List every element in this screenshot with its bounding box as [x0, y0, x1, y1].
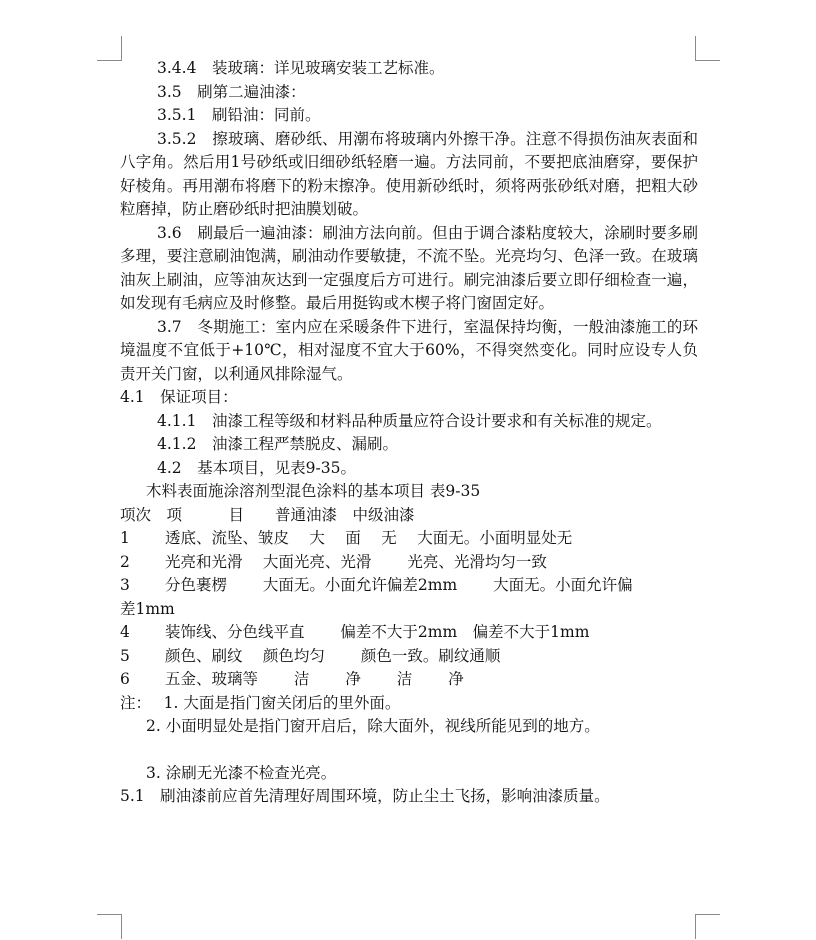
crop-mark-bottom-right	[695, 914, 720, 939]
row-text: 透底、流坠、皱皮 大 面 无 大面无。小面明显处无	[165, 529, 573, 547]
crop-mark-top-right	[695, 36, 720, 61]
row-number: 5	[120, 646, 130, 665]
row-text: 颜色、刷纹 颜色均匀 颜色一致。刷纹通顺	[165, 646, 501, 665]
row-text: 光亮和光滑 大面光亮、光滑 光亮、光滑均匀一致	[165, 552, 547, 571]
row-text: 装饰线、分色线平直 偏差不大于2mm 偏差不大于1mm	[165, 623, 590, 641]
paragraph-4-2: 4.2 基本项目，见表9-35。	[157, 458, 356, 477]
paragraph-3-5-2: 3.5.2 擦玻璃、磨砂纸、用潮布将玻璃内外擦干净。注意不得损伤油灰表面和八字角。然后用1号砂纸或旧细砂纸轻磨一遍。方法同前，不要把底油磨穿，要保护好棱角。再用潮布将磨下的粉末擦净。使用新砂纸时，须将两张砂纸对磨，把粗大砂粒磨掉，防止磨砂纸时把油膜划破。	[120, 129, 698, 218]
row-text: 差1mm	[120, 599, 175, 618]
table-caption: 木料表面施涂溶剂型混色涂料的基本项目 表9-35	[146, 482, 481, 500]
crop-mark-top-left	[97, 36, 122, 61]
table-row	[120, 668, 698, 692]
paragraph-3-5: 3.5 刷第二遍油漆：	[157, 82, 306, 101]
note-1: 注： 1. 大面是指门窗关闭后的里外面。	[120, 693, 401, 712]
paragraph-4-1: 4.1 保证项目：	[120, 388, 238, 406]
table-row	[120, 645, 698, 669]
note-2: 2. 小面明显处是指门窗开启后，除大面外，视线所能见到的地方。	[146, 717, 600, 735]
row-number: 1	[120, 529, 130, 547]
row-text: 分色裹楞 大面无。小面允许偏差2mm 大面无。小面允许偏	[165, 576, 633, 594]
paragraph-3-5-1: 3.5.1 刷铅油：同前。	[157, 106, 321, 124]
row-text: 五金、玻璃等 洁 净 洁 净	[165, 670, 464, 688]
table-row	[120, 527, 698, 551]
table-row	[120, 574, 698, 598]
paragraph-4-1-1: 4.1.1 油漆工程等级和材料品种质量应符合设计要求和有关标准的规定。	[157, 411, 662, 430]
row-number: 6	[120, 670, 130, 688]
row-number: 3	[120, 576, 130, 594]
paragraph-3-7: 3.7 冬期施工：室内应在采暖条件下进行，室温保持均衡，一般油漆施工的环境温度不宜低于+10℃，相对湿度不宜大于60%，不得突然变化。同时应设专人负责开关门窗，以利通风排除湿气。	[120, 317, 698, 383]
document-body[interactable]	[120, 57, 698, 809]
blank-line	[120, 739, 698, 762]
table-row	[120, 551, 698, 575]
paragraph-5-1: 5.1 刷油漆前应首先清理好周围环境，防止尘土飞扬，影响油漆质量。	[120, 787, 610, 805]
row-number: 2	[120, 552, 130, 571]
table-header: 项次 项 目 普通油漆 中级油漆	[120, 505, 415, 524]
crop-mark-bottom-left	[97, 914, 122, 939]
table-row	[120, 621, 698, 645]
note-3: 3. 涂刷无光漆不检查光亮。	[146, 763, 337, 782]
paragraph-3-4-4: 3.4.4 装玻璃：详见玻璃安装工艺标准。	[157, 59, 445, 77]
row-number: 4	[120, 623, 130, 641]
table-row-continuation	[120, 598, 698, 622]
paragraph-3-6: 3.6 刷最后一遍油漆：刷油方法向前。但由于调合漆粘度较大，涂刷时要多刷多理，要注意刷油饱满，刷油动作要敏捷，不流不坠。光亮均匀、色泽一致。在玻璃油灰上刷油，应等油灰达到一定强度后方可进行。刷完油漆后要立即仔细检查一遍，如发现有毛病应及时修整。最后用挺钩或木楔子将门窗固定好。	[120, 223, 698, 312]
paragraph-4-1-2: 4.1.2 油漆工程严禁脱皮、漏刷。	[157, 435, 398, 453]
